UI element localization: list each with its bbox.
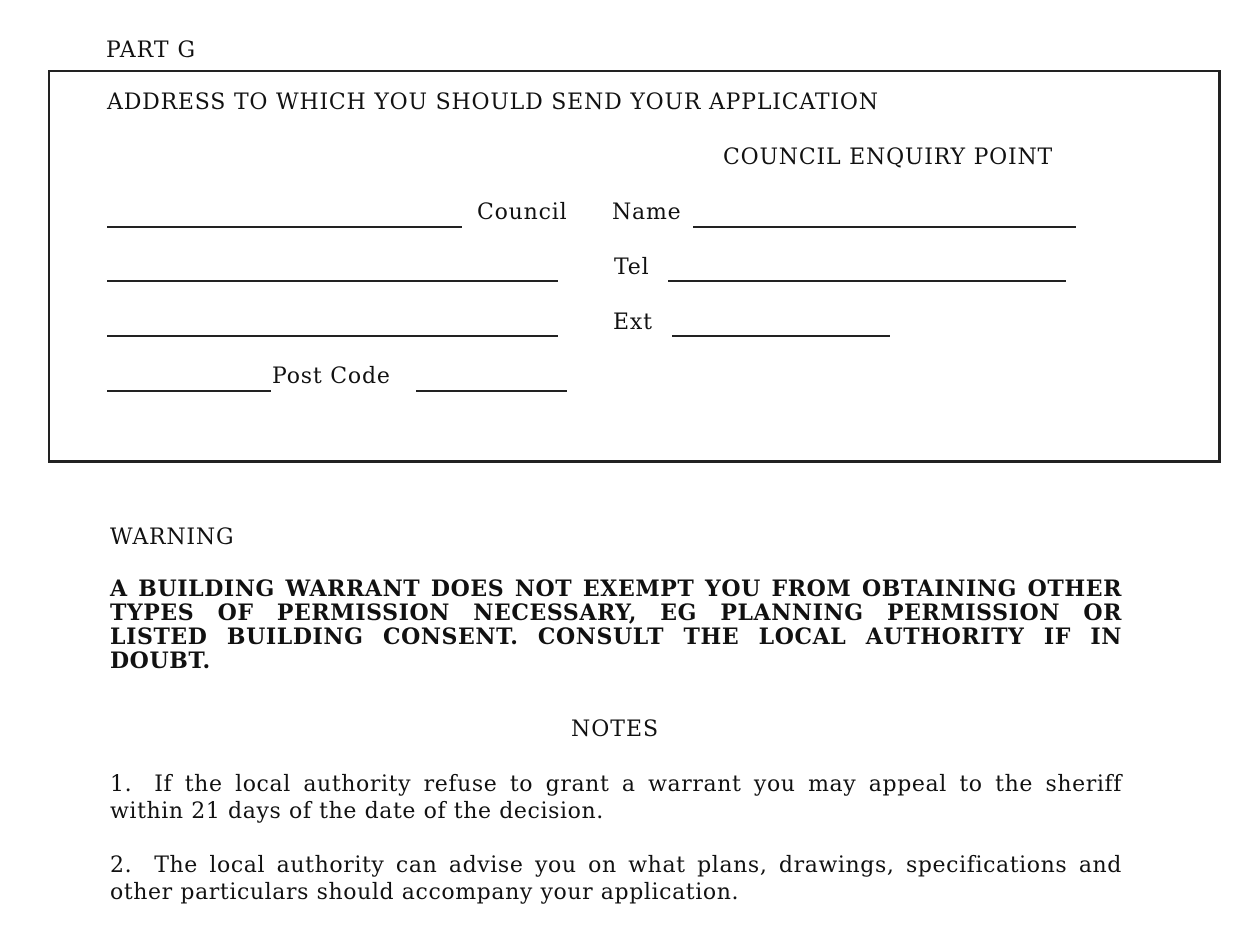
enquiry-point-heading: COUNCIL ENQUIRY POINT [723, 145, 1054, 170]
ext-label: Ext [613, 310, 653, 335]
address-line-3-field[interactable] [107, 362, 271, 388]
note-number: 2. [110, 853, 133, 878]
ext-line [672, 335, 890, 337]
note-text: The local authority can advise you on what plans, drawings, specifications and other particulars should accompany your application. [110, 853, 1122, 905]
note-item-1 [110, 771, 1122, 825]
council-name-line [107, 226, 462, 228]
notes-title: NOTES [571, 717, 660, 742]
address-line-1-field[interactable] [107, 252, 558, 278]
tel-field[interactable] [668, 252, 1066, 278]
address-heading: ADDRESS TO WHICH YOU SHOULD SEND YOUR APPLICATION [107, 90, 879, 115]
address-line-1-line [107, 280, 558, 282]
warning-body: A BUILDING WARRANT DOES NOT EXEMPT YOU FROM OBTAINING OTHER TYPES OF PERMISSION NECESSARY, EG PLANNING PERMISSION OR LISTED BUILDING CONSENT. CONSULT THE LOCAL AUTHORITY IF IN DOUBT. [110, 576, 1122, 674]
council-label: Council [477, 200, 568, 225]
note-number: 1. [110, 772, 133, 797]
address-line-2-field[interactable] [107, 307, 558, 333]
note-text: If the local authority refuse to grant a warrant you may appeal to the sheriff within 21 days of the date of the decision. [110, 772, 1122, 824]
tel-label: Tel [614, 255, 650, 280]
postcode-field[interactable] [416, 362, 567, 388]
name-field[interactable] [693, 198, 1076, 224]
warning-title: WARNING [110, 525, 235, 550]
address-line-2-line [107, 335, 558, 337]
name-line [693, 226, 1076, 228]
name-label: Name [612, 200, 682, 225]
part-label: PART G [106, 38, 197, 63]
note-item-2 [110, 852, 1122, 906]
council-name-field[interactable] [107, 198, 462, 224]
postcode-line [416, 390, 567, 392]
address-line-3-line [107, 390, 271, 392]
tel-line [668, 280, 1066, 282]
postcode-label: Post Code [272, 364, 391, 389]
ext-field[interactable] [672, 307, 890, 333]
